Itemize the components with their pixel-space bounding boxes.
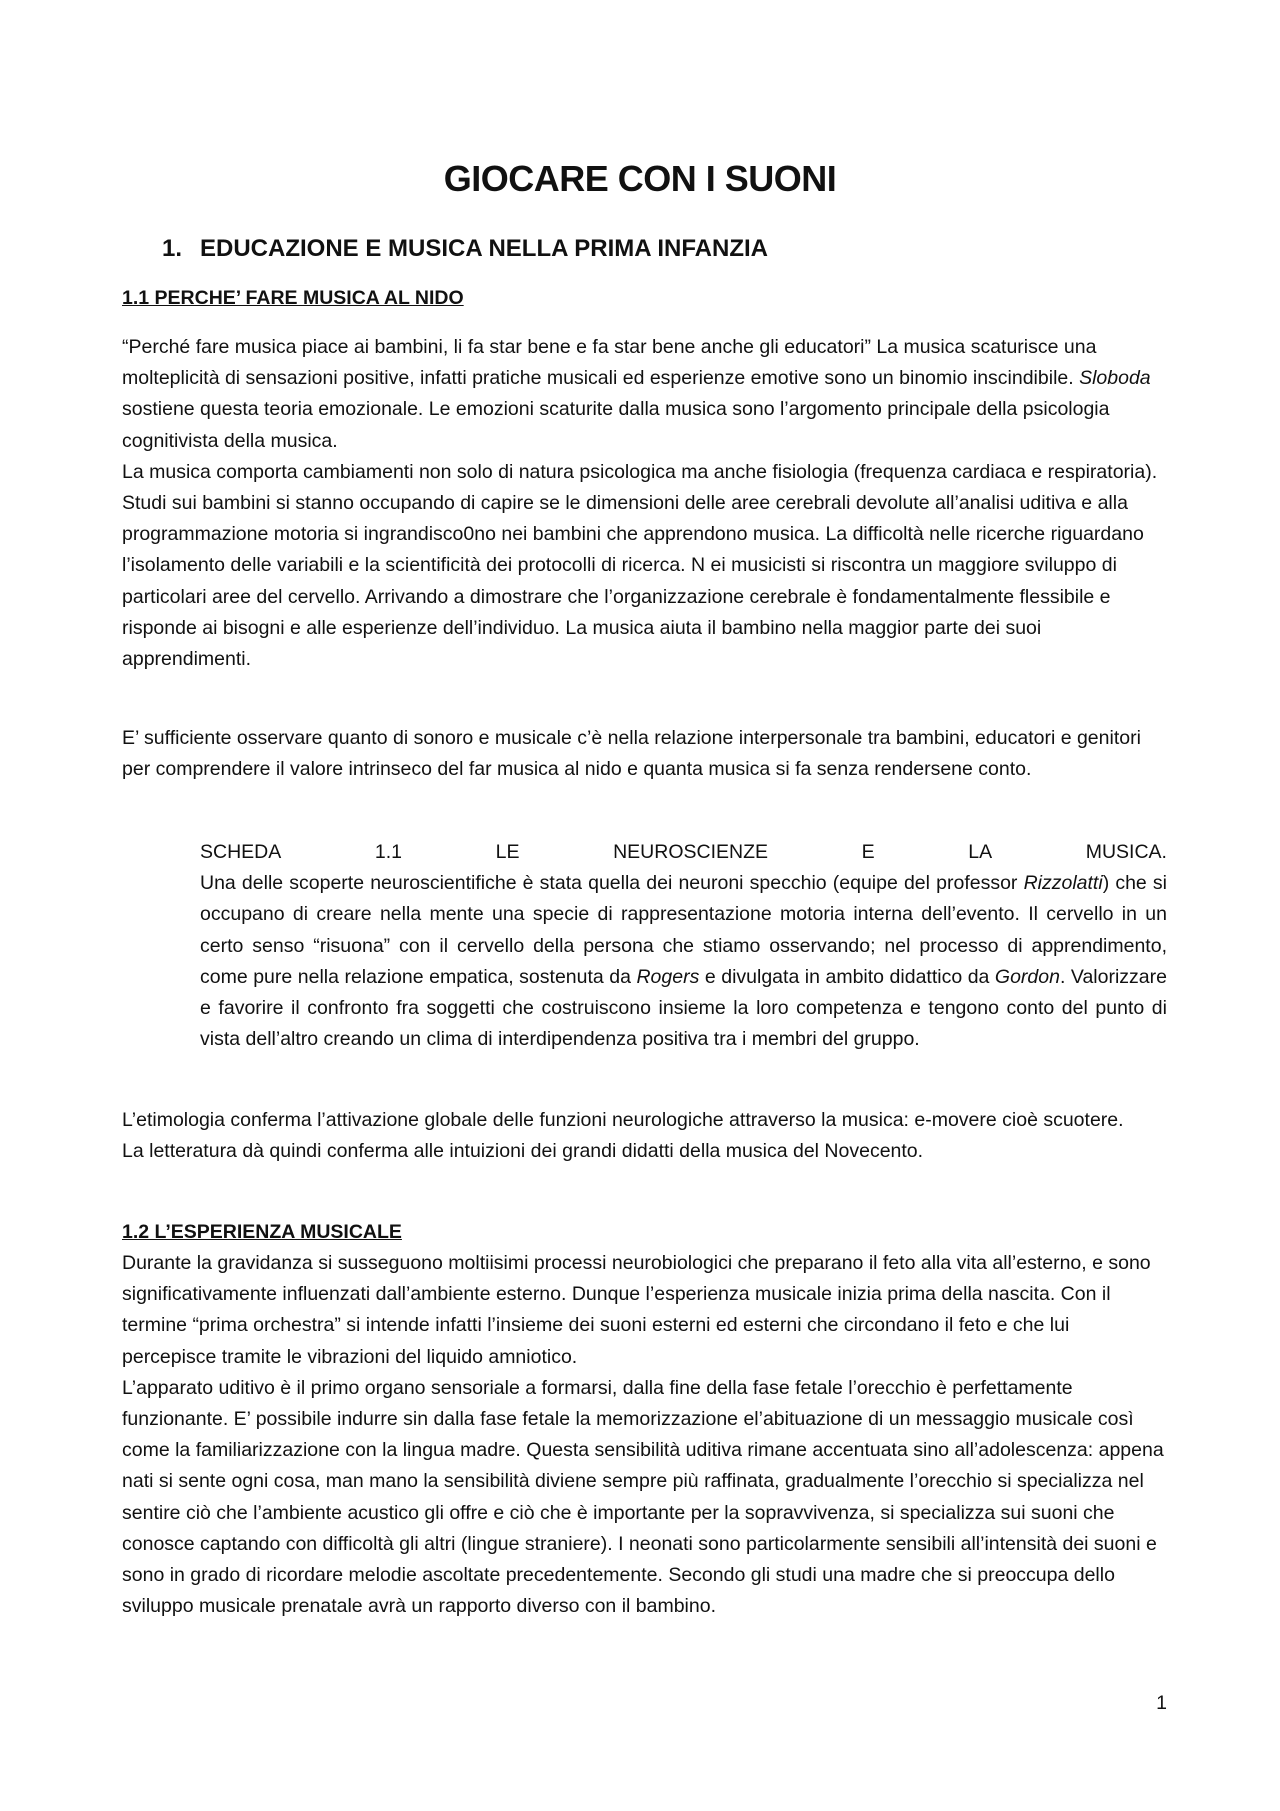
- paragraph: L’etimologia conferma l’attivazione globale delle funzioni neurologiche attraverso la musica: e-movere cioè scuotere.: [122, 1109, 1124, 1131]
- scheda-heading: SCHEDA 1.1 LE NEUROSCIENZE E LA MUSICA.: [200, 841, 1167, 863]
- italic-name: Sloboda: [1079, 367, 1151, 390]
- chapter-heading: [162, 235, 768, 263]
- section-1-2-body: [122, 1248, 1167, 1622]
- section-heading-1-1: 1.1 PERCHE’ FARE MUSICA AL NIDO: [122, 287, 464, 309]
- post-scheda-body: [122, 1105, 1167, 1167]
- paragraph: La letteratura dà quindi conferma alle intuizioni dei grandi didatti della musica del Novecento.: [122, 1140, 924, 1163]
- section-1-1-body: [122, 332, 1167, 675]
- chapter-title: EDUCAZIONE E MUSICA NELLA PRIMA INFANZIA: [200, 235, 768, 262]
- paragraph: Studi sui bambini si stanno occupando di capire se le dimensioni delle aree cerebrali devolute all’analisi uditiva e alla programmazione motoria si ingrandisco0no nei bambini che apprendono musica. La difficoltà nelle ricerche riguardano l’isolamento delle variabili e la scientificità dei protocolli di ricerca. N ei musicisti si riscontra un maggiore sviluppo di particolari aree del cervello. Arrivando a dimostrare che l’organizzazione cerebrale è fondamentalmente flessibile e risponde ai bisogni e alle esperienze dell’individuo. La musica aiuta il bambino nella maggior parte dei suoi apprendimenti.: [122, 492, 1144, 671]
- section-1-1-body-continued: [122, 723, 1167, 785]
- paragraph: E’ sufficiente osservare quanto di sonoro e musicale c’è nella relazione interpersonale tra bambini, educatori e genitori per comprendere il valore intrinseco del far musica al nido e quanta musica si fa senza rendersene conto.: [122, 727, 1141, 781]
- paragraph: Durante la gravidanza si susseguono moltiisimi processi neurobiologici che preparano il feto alla vita all’esterno, e sono significativamente influenzati dall’ambiente esterno. Dunque l’esperienza musicale inizia prima della nascita. Con il termine “prima orchestra” si intende infatti l’insieme dei suoni esterni ed esterni che circondano il feto e che lui percepisce tramite le vibrazioni del liquido amniotico.: [122, 1252, 1151, 1368]
- chapter-number: 1.: [162, 235, 183, 262]
- scheda-box: [200, 837, 1167, 1055]
- document-title: GIOCARE CON I SUONI: [443, 158, 837, 199]
- paragraph: “Perché fare musica piace ai bambini, li fa star bene e fa star bene anche gli educatori” La musica scaturisce una molteplicità di sensazioni positive, infatti pratiche musicali ed esperienze emotive sono un binomio inscindibile. Sloboda sostiene questa teoria emozionale. Le emozioni scaturite dalla musica sono l’argomento principale della psicologia cognitivista della musica.: [122, 336, 1151, 452]
- paragraph: L’apparato uditivo è il primo organo sensoriale a formarsi, dalla fine della fase fetale l’orecchio è perfettamente funzionante. E’ possibile indurre sin dalla fase fetale la memorizzazione el’abituazione di un messaggio musicale così come la familiarizzazione con la lingua madre. Questa sensibilità uditiva rimane accentuata sino all’adolescenza: appena nati si sente ogni cosa, man mano la sensibilità diviene sempre più raffinata, gradualmente l’orecchio si specializza nel sentire ciò che l’ambiente acustico gli offre e ciò che è importante per la sopravvivenza, si specializza sui suoni che conosce captando con difficoltà gli altri (lingue straniere). I neonati sono particolarmente sensibili all’intensità dei suoni e sono in grado di ricordare melodie ascoltate precedentemente. Secondo gli studi una madre che si preoccupa dello sviluppo musicale prenatale avrà un rapporto diverso con il bambino.: [122, 1376, 1164, 1618]
- section-heading-1-2: 1.2 L’ESPERIENZA MUSICALE: [122, 1221, 402, 1243]
- paragraph: La musica comporta cambiamenti non solo di natura psicologica ma anche fisiologia (frequenza cardiaca e respiratoria).: [122, 460, 1158, 483]
- page-number: 1: [1156, 1692, 1167, 1714]
- scheda-text: Una delle scoperte neuroscientifiche è stata quella dei neuroni specchio (equipe del professor Rizzolatti) che si occupano di creare nella mente una specie di rappresentazione motoria interna dell’evento. Il cervello in un certo senso “risuona” con il cervello della persona che stiamo osservando; nel processo di apprendimento, come pure nella relazione empatica, sostenuta da Rogers e divulgata in ambito didattico da Gordon. Valorizzare e favorire il confronto fra soggetti che costruiscono insieme la loro competenza e tengono conto del punto di vista dell’altro creando un clima di interdipendenza positiva tra i membri del gruppo.: [200, 872, 1167, 1051]
